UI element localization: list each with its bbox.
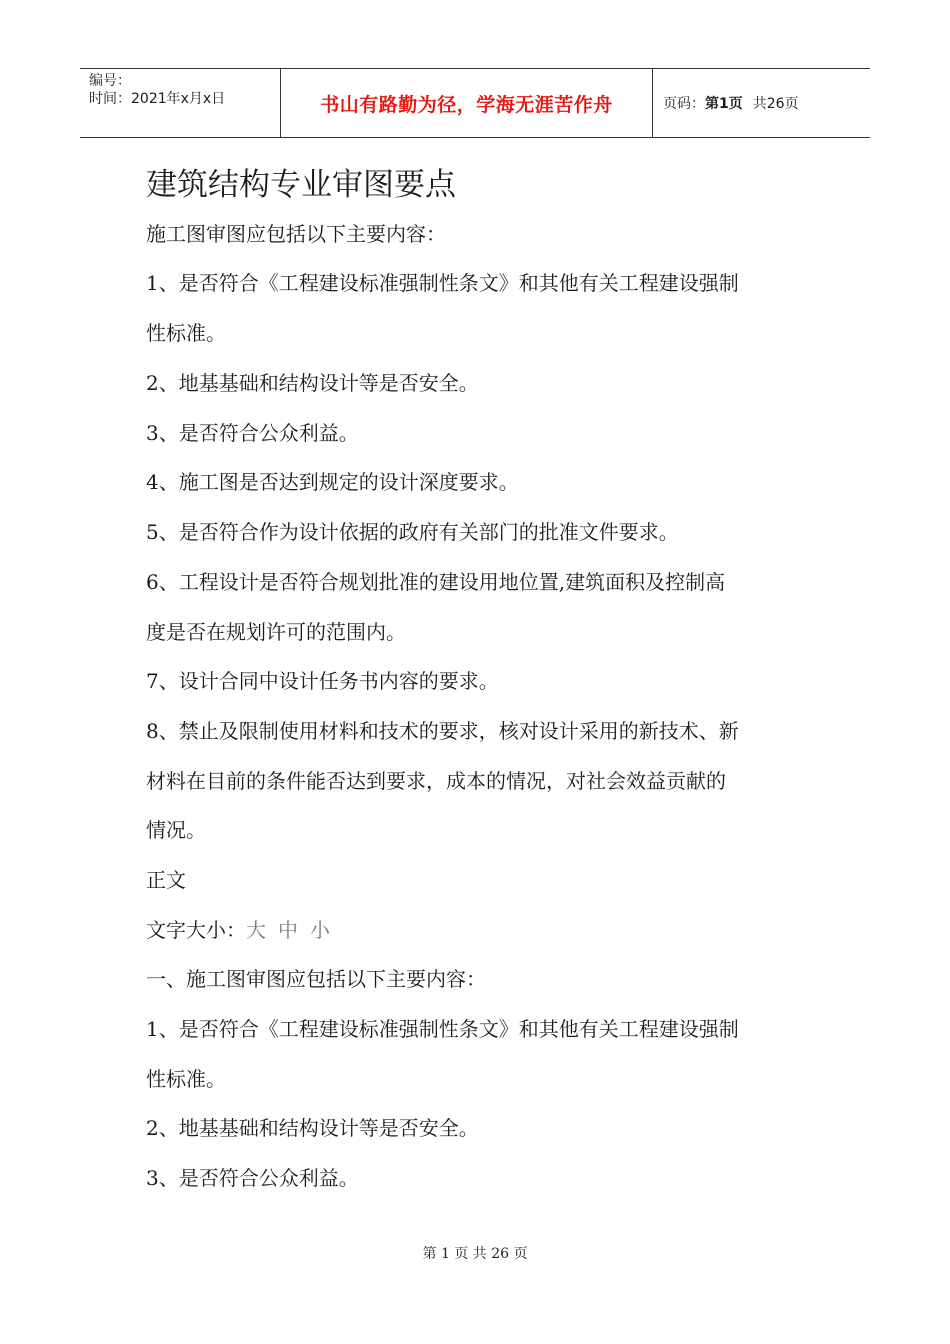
font-size-large-link[interactable]: 大 [246, 918, 266, 942]
document-number: 编号： [89, 73, 131, 89]
paragraph-line: 3、是否符合公众利益。 [146, 1166, 359, 1190]
font-size-small-link[interactable]: 小 [310, 918, 330, 942]
paragraph-line: 4、施工图是否达到规定的设计深度要求。 [146, 470, 519, 494]
font-size-selector [146, 915, 330, 945]
paragraph-line: 性标准。 [146, 321, 226, 345]
paragraph-line: 7、设计合同中设计任务书内容的要求。 [146, 669, 499, 693]
header-motto: 书山有路勤为径，学海无涯苦作舟 [281, 69, 653, 137]
font-size-label: 文字大小： [146, 918, 246, 942]
paragraph-line: 度是否在规划许可的范围内。 [146, 620, 406, 644]
document-header [80, 68, 870, 138]
document-title: 建筑结构专业审图要点 [146, 167, 456, 203]
paragraph-line: 情况。 [146, 818, 206, 842]
paragraph-line: 1、是否符合《工程建设标准强制性条文》和其他有关工程建设强制 [146, 1017, 739, 1041]
paragraph-line: 性标准。 [146, 1067, 226, 1091]
paragraph-line: 一、施工图审图应包括以下主要内容： [146, 967, 486, 991]
page-total: 共26页 [752, 96, 799, 112]
paragraph-line: 施工图审图应包括以下主要内容： [146, 222, 446, 246]
paragraph-line: 2、地基基础和结构设计等是否安全。 [146, 1116, 479, 1140]
paragraph-line: 8、禁止及限制使用材料和技术的要求，核对设计采用的新技术、新 [146, 719, 739, 743]
paragraph-line: 材料在目前的条件能否达到要求，成本的情况，对社会效益贡献的 [146, 769, 726, 793]
paragraph-line: 2、地基基础和结构设计等是否安全。 [146, 371, 479, 395]
page-current: 第1页 [705, 96, 743, 112]
paragraph-line: 6、工程设计是否符合规划批准的建设用地位置,建筑面积及控制高 [146, 570, 726, 594]
header-page-info [653, 69, 870, 137]
page-prefix: 页码： [663, 96, 705, 112]
font-size-medium-link[interactable]: 中 [278, 918, 298, 942]
section-label: 正文 [146, 868, 186, 892]
paragraph-line: 5、是否符合作为设计依据的政府有关部门的批准文件要求。 [146, 520, 679, 544]
document-date: 时间：2021年x月x日 [89, 91, 226, 107]
paragraph-line: 3、是否符合公众利益。 [146, 421, 359, 445]
header-meta [80, 69, 281, 137]
paragraph-line: 1、是否符合《工程建设标准强制性条文》和其他有关工程建设强制 [146, 271, 739, 295]
page-footer: 第 1 页 共 26 页 [422, 1246, 528, 1262]
